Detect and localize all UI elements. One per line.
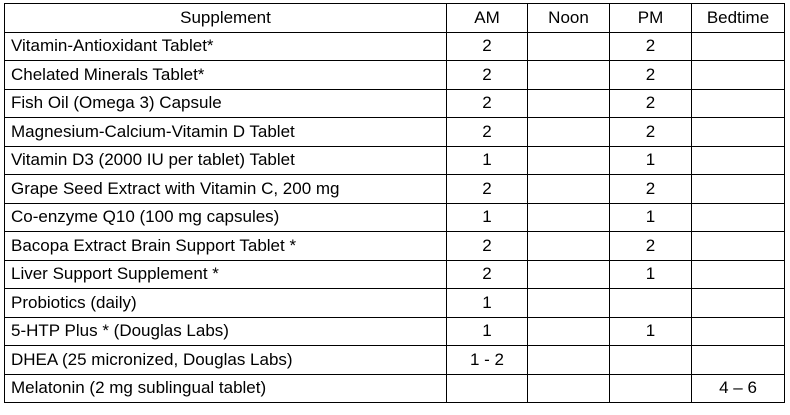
am-dose-cell: 2 (447, 61, 528, 90)
noon-dose-cell (528, 175, 610, 204)
pm-dose-cell (610, 289, 692, 318)
table-row (5, 374, 785, 403)
noon-dose-cell (528, 346, 610, 375)
pm-dose-cell: 1 (610, 260, 692, 289)
pm-dose-cell: 2 (610, 61, 692, 90)
bedtime-dose-cell (692, 118, 785, 147)
noon-dose-cell (528, 146, 610, 175)
supplement-name-cell: Bacopa Extract Brain Support Tablet * (5, 232, 447, 261)
pm-dose-cell: 2 (610, 89, 692, 118)
supplement-name-cell: Fish Oil (Omega 3) Capsule (5, 89, 447, 118)
supplement-schedule-table (4, 3, 785, 403)
table-body (5, 32, 785, 403)
column-header-bedtime: Bedtime (692, 4, 785, 33)
pm-dose-cell (610, 374, 692, 403)
am-dose-cell: 1 (447, 317, 528, 346)
pm-dose-cell: 2 (610, 32, 692, 61)
bedtime-dose-cell (692, 89, 785, 118)
am-dose-cell: 1 - 2 (447, 346, 528, 375)
bedtime-dose-cell (692, 317, 785, 346)
column-header-noon: Noon (528, 4, 610, 33)
table-row (5, 118, 785, 147)
supplement-name-cell: Grape Seed Extract with Vitamin C, 200 mg (5, 175, 447, 204)
noon-dose-cell (528, 317, 610, 346)
bedtime-dose-cell (692, 175, 785, 204)
table-row (5, 317, 785, 346)
pm-dose-cell: 2 (610, 118, 692, 147)
am-dose-cell: 2 (447, 89, 528, 118)
supplement-name-cell: Magnesium-Calcium-Vitamin D Tablet (5, 118, 447, 147)
table-row (5, 175, 785, 204)
supplement-name-cell: Probiotics (daily) (5, 289, 447, 318)
bedtime-dose-cell: 4 – 6 (692, 374, 785, 403)
bedtime-dose-cell (692, 203, 785, 232)
noon-dose-cell (528, 32, 610, 61)
am-dose-cell: 2 (447, 32, 528, 61)
noon-dose-cell (528, 61, 610, 90)
supplement-name-cell: Vitamin D3 (2000 IU per tablet) Tablet (5, 146, 447, 175)
am-dose-cell: 2 (447, 175, 528, 204)
supplement-name-cell: Liver Support Supplement * (5, 260, 447, 289)
am-dose-cell: 2 (447, 118, 528, 147)
supplement-name-cell: Co-enzyme Q10 (100 mg capsules) (5, 203, 447, 232)
table-row (5, 61, 785, 90)
table-row (5, 260, 785, 289)
pm-dose-cell: 1 (610, 203, 692, 232)
table-header-row (5, 4, 785, 33)
am-dose-cell: 1 (447, 289, 528, 318)
pm-dose-cell: 2 (610, 175, 692, 204)
am-dose-cell: 1 (447, 146, 528, 175)
table-row (5, 346, 785, 375)
noon-dose-cell (528, 118, 610, 147)
bedtime-dose-cell (692, 146, 785, 175)
bedtime-dose-cell (692, 346, 785, 375)
supplement-name-cell: 5-HTP Plus * (Douglas Labs) (5, 317, 447, 346)
supplement-name-cell: Chelated Minerals Tablet* (5, 61, 447, 90)
pm-dose-cell: 2 (610, 232, 692, 261)
bedtime-dose-cell (692, 61, 785, 90)
bedtime-dose-cell (692, 289, 785, 318)
noon-dose-cell (528, 232, 610, 261)
noon-dose-cell (528, 374, 610, 403)
table-row (5, 289, 785, 318)
am-dose-cell: 2 (447, 232, 528, 261)
table-row (5, 203, 785, 232)
table-row (5, 32, 785, 61)
noon-dose-cell (528, 89, 610, 118)
bedtime-dose-cell (692, 32, 785, 61)
table-row (5, 146, 785, 175)
column-header-supplement: Supplement (5, 4, 447, 33)
am-dose-cell: 1 (447, 203, 528, 232)
supplement-name-cell: Melatonin (2 mg sublingual tablet) (5, 374, 447, 403)
supplement-name-cell: Vitamin-Antioxidant Tablet* (5, 32, 447, 61)
noon-dose-cell (528, 260, 610, 289)
noon-dose-cell (528, 203, 610, 232)
am-dose-cell: 2 (447, 260, 528, 289)
table-row (5, 89, 785, 118)
column-header-am: AM (447, 4, 528, 33)
bedtime-dose-cell (692, 260, 785, 289)
pm-dose-cell: 1 (610, 146, 692, 175)
noon-dose-cell (528, 289, 610, 318)
pm-dose-cell: 1 (610, 317, 692, 346)
bedtime-dose-cell (692, 232, 785, 261)
table-row (5, 232, 785, 261)
am-dose-cell (447, 374, 528, 403)
pm-dose-cell (610, 346, 692, 375)
supplement-name-cell: DHEA (25 micronized, Douglas Labs) (5, 346, 447, 375)
column-header-pm: PM (610, 4, 692, 33)
